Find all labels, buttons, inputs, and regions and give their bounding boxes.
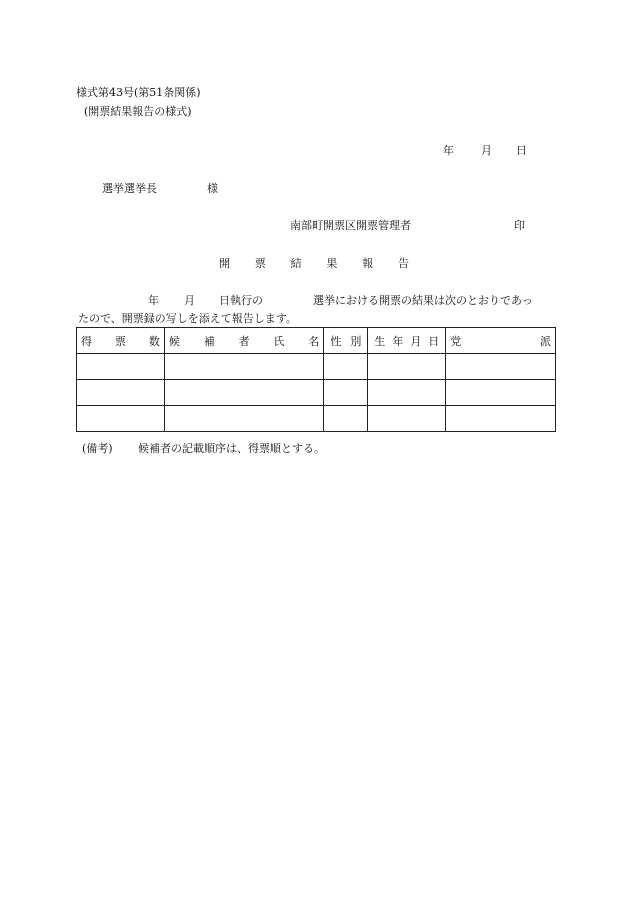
cell-birthdate[interactable]: [368, 354, 446, 380]
cell-candidate-name[interactable]: [164, 406, 324, 432]
cell-birthdate[interactable]: [368, 406, 446, 432]
date-year: 年: [443, 144, 454, 157]
seal-mark: 印: [514, 219, 525, 232]
cell-candidate-name[interactable]: [164, 380, 324, 406]
honorific: 様: [207, 182, 218, 195]
results-table: [76, 327, 556, 432]
table-row: [77, 406, 556, 432]
cell-party[interactable]: [446, 354, 556, 380]
header-birthdate: 生 年 月 日: [368, 328, 446, 354]
date-month: 月: [481, 144, 492, 157]
header-candidate-name: 候 補 者 氏 名: [164, 328, 324, 354]
cell-gender[interactable]: [324, 354, 368, 380]
body-line1: 選挙における開票の結果は次のとおりであっ: [313, 294, 533, 307]
body-year: 年: [148, 294, 159, 307]
date-day: 日: [516, 144, 527, 157]
title-char: 票: [254, 257, 266, 270]
note-label: (備考): [82, 442, 113, 455]
body-day-exec: 日執行の: [219, 294, 263, 307]
title-char: 結: [290, 257, 302, 270]
form-number: 様式第43号(第51条関係): [76, 86, 201, 99]
sender: 南部町開票区開票管理者: [290, 219, 411, 232]
header-votes: 得 票 数: [77, 328, 165, 354]
cell-votes[interactable]: [77, 354, 165, 380]
cell-candidate-name[interactable]: [164, 354, 324, 380]
addressee: 選挙選挙長: [102, 182, 157, 195]
note-text: 候補者の記載順序は、得票順とする。: [138, 442, 325, 455]
title-char: 開: [219, 257, 230, 270]
body-line2: たので、開票録の写しを添えて報告します。: [78, 312, 297, 325]
table-row: [77, 380, 556, 406]
body-month: 月: [184, 294, 195, 307]
title-char: 果: [326, 257, 338, 270]
cell-gender[interactable]: [324, 380, 368, 406]
cell-party[interactable]: [446, 380, 556, 406]
document-title: [219, 255, 409, 271]
cell-party[interactable]: [446, 406, 556, 432]
table-row: [77, 354, 556, 380]
header-gender: 性 別: [324, 328, 368, 354]
form-subtitle: (開票結果報告の様式): [84, 105, 192, 118]
header-party: 党 派: [446, 328, 556, 354]
cell-birthdate[interactable]: [368, 380, 446, 406]
table-header-row: [77, 328, 556, 354]
cell-votes[interactable]: [77, 380, 165, 406]
cell-gender[interactable]: [324, 406, 368, 432]
title-char: 報: [362, 257, 374, 270]
cell-votes[interactable]: [77, 406, 165, 432]
title-char: 告: [397, 257, 409, 270]
